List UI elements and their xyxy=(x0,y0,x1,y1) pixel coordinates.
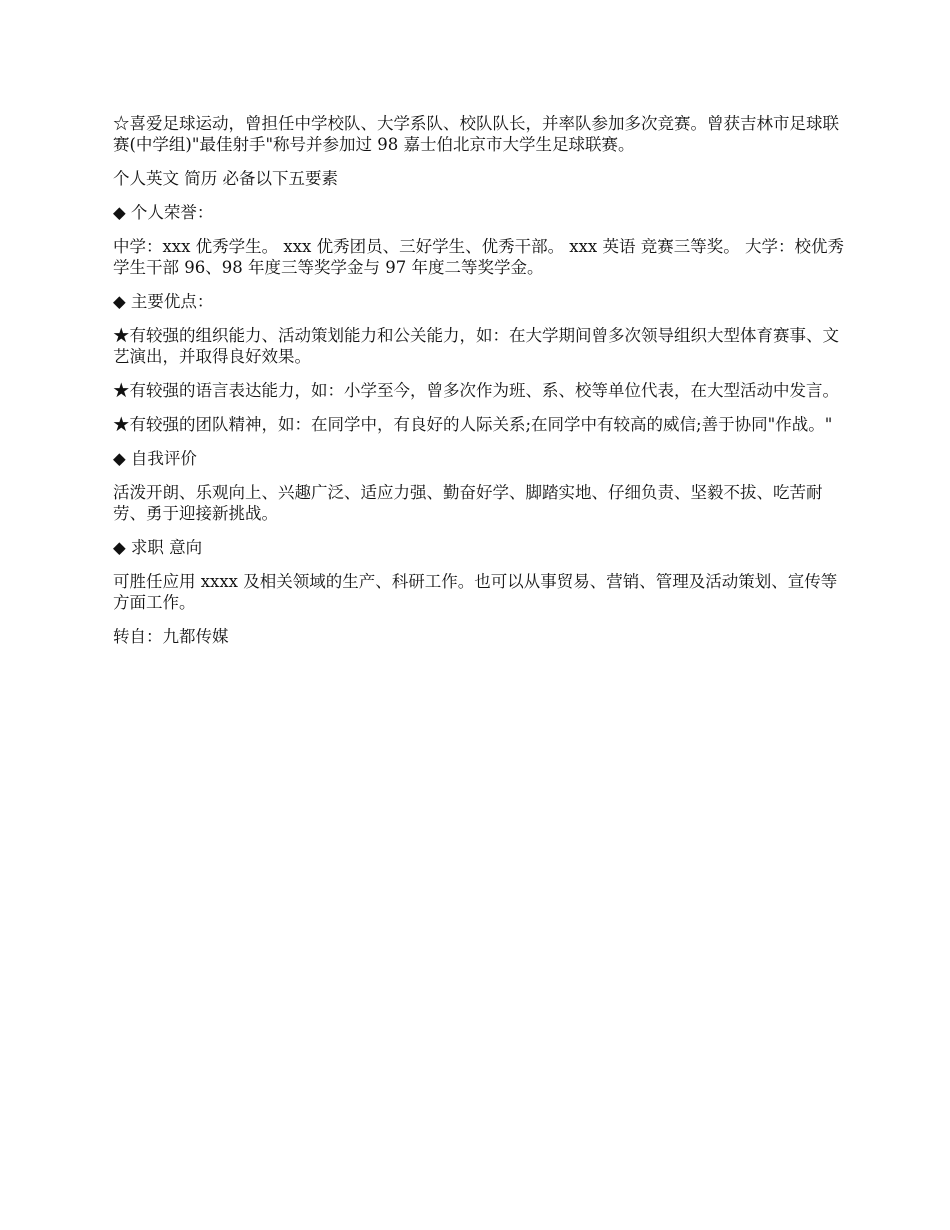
strength-teamwork-paragraph: ★有较强的团队精神，如：在同学中，有良好的人际关系;在同学中有较高的威信;善于协同"作战。" xyxy=(113,415,833,434)
strengths-heading: ◆ 主要优点： xyxy=(113,292,214,311)
self-evaluation-paragraph: 活泼开朗、乐观向上、兴趣广泛、适应力强、勤奋好学、脚踏实地、仔细负责、坚毅不拔、吃苦耐劳、勇于迎接新挑战。 xyxy=(113,483,823,523)
job-intention-paragraph: 可胜任应用 xxxx 及相关领域的生产、科研工作。也可以从事贸易、营销、管理及活动策划、宣传等方面工作。 xyxy=(113,572,838,612)
source-credit: 转自：九都传媒 xyxy=(113,627,229,646)
strength-organization-paragraph: ★有较强的组织能力、活动策划能力和公关能力，如：在大学期间曾多次领导组织大型体育赛事、文艺演出，并取得良好效果。 xyxy=(113,326,839,366)
job-intention-heading: ◆ 求职 意向 xyxy=(113,538,203,557)
hobby-paragraph: ☆喜爱足球运动，曾担任中学校队、大学系队、校队队长，并率队参加多次竞赛。曾获吉林市足球联赛(中学组)"最佳射手"称号并参加过 98 嘉士伯北京市大学生足球联赛。 xyxy=(113,114,839,154)
honors-paragraph: 中学：xxx 优秀学生。 xxx 优秀团员、三好学生、优秀干部。 xxx 英语 竞赛三等奖。 大学：校优秀学生干部 96、98 年度三等奖学金与 97 年度二等奖学金。 xyxy=(113,237,844,277)
honors-heading: ◆ 个人荣誉： xyxy=(113,203,214,222)
resume-elements-heading: 个人英文 简历 必备以下五要素 xyxy=(113,169,338,188)
document-page xyxy=(113,113,845,660)
self-evaluation-heading: ◆ 自我评价 xyxy=(113,449,197,468)
strength-language-paragraph: ★有较强的语言表达能力，如：小学至今，曾多次作为班、系、校等单位代表，在大型活动中发言。 xyxy=(113,381,839,400)
